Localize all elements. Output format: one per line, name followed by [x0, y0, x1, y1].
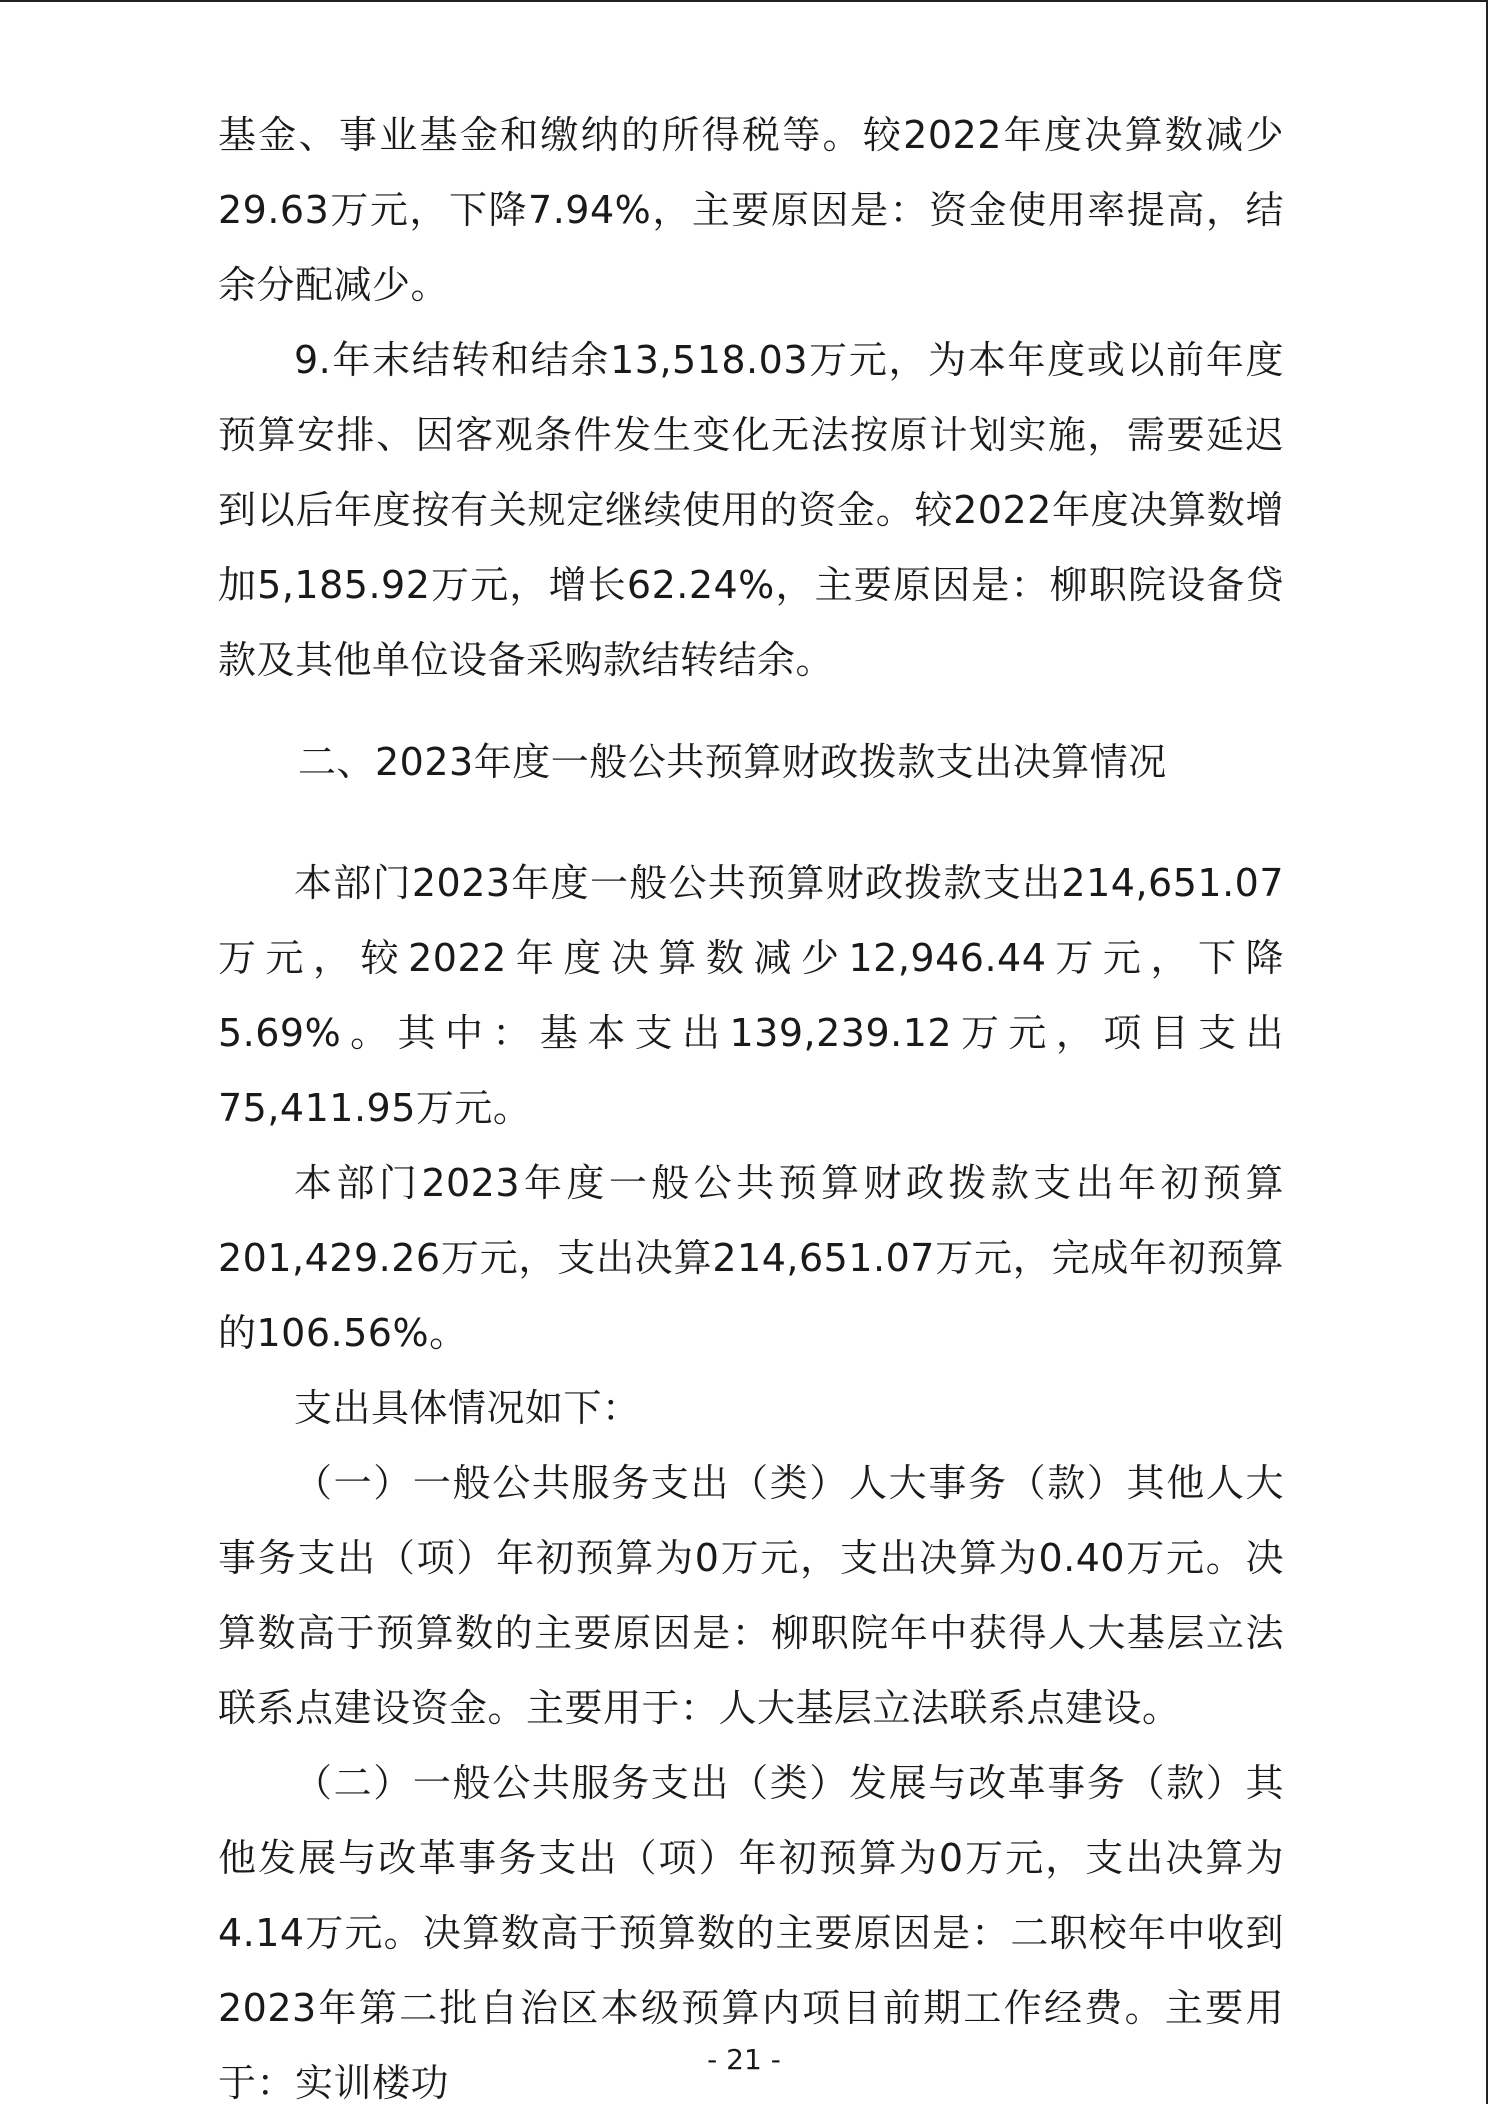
paragraph-expenditure-summary: 本部门2023年度一般公共预算财政拨款支出214,651.07万元，较2022年度决算数减少12,946.44万元，下降5.69%。其中：基本支出139,239.12万元，项目支出75,411.95万元。: [218, 861, 1284, 1130]
section-heading: 二、2023年度一般公共预算财政拨款支出决算情况: [298, 740, 1167, 784]
page-top-border: [0, 0, 1488, 2]
paragraph-income-tax-continuation: 基金、事业基金和缴纳的所得税等。较2022年度决算数减少29.63万元，下降7.94%，主要原因是：资金使用率提高，结余分配减少。: [218, 113, 1284, 307]
document-body: [218, 98, 1284, 2104]
paragraph-budget-completion: 本部门2023年度一般公共预算财政拨款支出年初预算201,429.26万元，支出决算214,651.07万元，完成年初预算的106.56%。: [218, 1161, 1284, 1355]
paragraph-item-two: （二）一般公共服务支出（类）发展与改革事务（款）其他发展与改革事务支出（项）年初预算为0万元，支出决算为4.14万元。决算数高于预算数的主要原因是：二职校年中收到2023年第二批自治区本级预算内项目前期工作经费。主要用于：实训楼功: [218, 1761, 1284, 2104]
paragraph-details-intro: 支出具体情况如下：: [294, 1386, 641, 1430]
page-number: - 21 -: [707, 2043, 781, 2076]
paragraph-item-one: （一）一般公共服务支出（类）人大事务（款）其他人大事务支出（项）年初预算为0万元，支出决算为0.40万元。决算数高于预算数的主要原因是：柳职院年中获得人大基层立法联系点建设资金。主要用于：人大基层立法联系点建设。: [218, 1461, 1284, 1730]
paragraph-year-end-carryover: 9.年末结转和结余13,518.03万元，为本年度或以前年度预算安排、因客观条件发生变化无法按原计划实施，需要延迟到以后年度按有关规定继续使用的资金。较2022年度决算数增加5,185.92万元，增长62.24%，主要原因是：柳职院设备贷款及其他单位设备采购款结转结余。: [218, 338, 1284, 682]
